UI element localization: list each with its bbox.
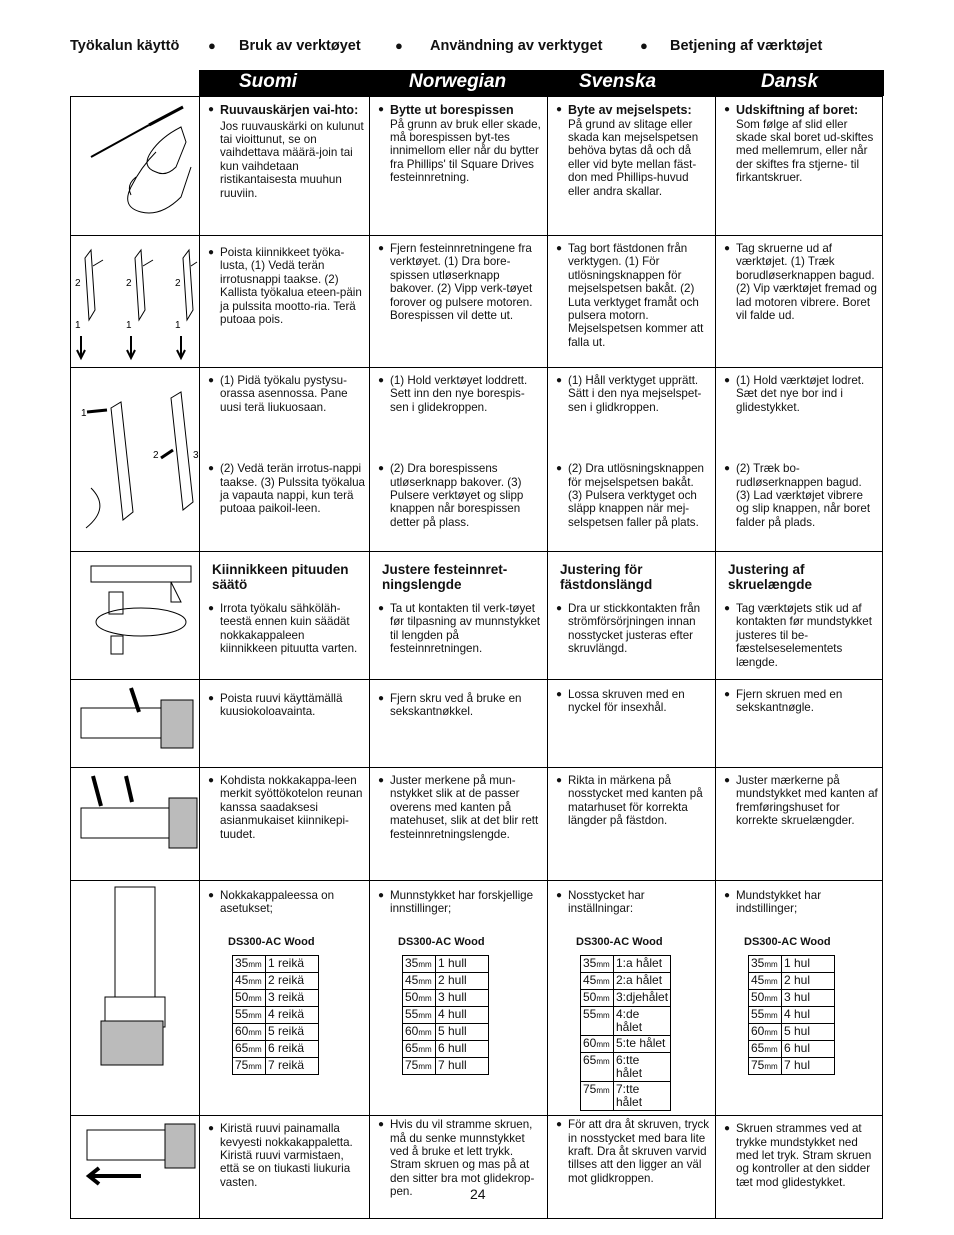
- length-row: [749, 973, 835, 990]
- header-item-no: Bruk av verktøyet: [239, 38, 361, 54]
- row4-title-fi: Kiinnikkeen pituuden säätö: [212, 562, 349, 592]
- row3-text-b-da: ● (2) Træk bo-rudløserknappen bagud. (3) Lad værktøjet vibrere og slip knappen, når boret falder på plads.: [724, 462, 878, 529]
- plug-icon: [71, 552, 199, 680]
- cell-fi: [200, 97, 370, 236]
- hex-key-illustration: [71, 680, 200, 768]
- row8-text-no: ● Hvis du vil stramme skruen, må du senke munnstykket ved å bruke et lett trykk. Stram skruen og mas på at den sitter bra mot glidekrop-pen.: [378, 1118, 543, 1198]
- unplug-illustration: [71, 552, 200, 680]
- hand-bit-icon: [71, 97, 199, 236]
- step-label: 2: [175, 278, 181, 289]
- cell-sv: [548, 236, 716, 368]
- page-number: 24: [470, 1186, 486, 1202]
- row8-text-da: ● Skruen strammes ved at trykke mundstykket ned med let tryk. Stram skruen og kontroller at den sidder tæt mod glidestykket.: [724, 1122, 878, 1189]
- cell-fi: [200, 881, 370, 1116]
- length-row: [581, 1053, 671, 1082]
- length-value: 35mm: [581, 956, 614, 973]
- row7-text-fi: ● Nokkakappaleessa on asetukset;: [208, 889, 365, 916]
- cell-da: [716, 368, 883, 552]
- cell-no: [370, 368, 548, 552]
- cell-da: [716, 881, 883, 1116]
- step-label: 1: [126, 320, 132, 331]
- table-row: [71, 236, 883, 368]
- row6-text-fi: ● Kohdista nokkakappa-leen merkit syöttökotelon reunan kanssa saadaksesi asianmukaiset kiinnikepi-tuudet.: [208, 774, 365, 841]
- length-value: 55mm: [581, 1007, 614, 1036]
- row3-text-b-fi: ● (2) Vedä terän irrotus-nappi taakse. (3) Pulssita työkalua ja vapauta nappi, kun terä putoaa paikoil-leen.: [208, 462, 365, 516]
- align-marks-illustration: [71, 768, 200, 881]
- length-value: 35mm: [233, 956, 266, 973]
- length-value: 55mm: [403, 1007, 436, 1024]
- row2-text-no: ● Fjern festeinnretningene fra verktøyet. (1) Dra bore-spissen utløserknapp bakover. (2) Vipp verk-tøyet forover og pulsere motoren. Borespissen vil dette ut.: [378, 242, 543, 322]
- setting-label: 3:djehålet: [614, 990, 671, 1007]
- length-row: [749, 1041, 835, 1058]
- lang-svenska: Svenska: [579, 71, 657, 92]
- row7-text-sv: ● Nosstycket har inställningar:: [556, 889, 711, 916]
- length-value: 60mm: [749, 1024, 782, 1041]
- cell-fi: [200, 1116, 370, 1219]
- length-table-fi: [232, 955, 319, 1075]
- length-row: [233, 973, 319, 990]
- cell-fi: [200, 552, 370, 680]
- table-row: [71, 368, 883, 552]
- setting-label: 6 hul: [782, 1041, 835, 1058]
- header-item-sv: Användning av verktyget: [430, 38, 603, 54]
- cell-da: [716, 97, 883, 236]
- length-row: [581, 990, 671, 1007]
- setting-label: 1 hul: [782, 956, 835, 973]
- header-item-fi: Työkalun käyttö: [70, 38, 180, 54]
- length-value: 35mm: [749, 956, 782, 973]
- model-name: DS300-AC Wood: [576, 935, 663, 948]
- row1-heading-no: ● Bytte ut borespissen: [378, 103, 543, 118]
- row8-text-fi: ● Kiristä ruuvi painamalla kevyesti nokkakappaletta. Kiristä ruuvi varmistaen, että se on tiukasti liukuria vasten.: [208, 1122, 365, 1189]
- cell-fi: [200, 368, 370, 552]
- model-name: DS300-AC Wood: [228, 935, 315, 948]
- length-value: 35mm: [403, 956, 436, 973]
- row1-text-sv: På grund av slitage eller skada kan mejselspetsen behöva bytas då och då eller vid byte mellan fäst-don med Phillips-huvud eller andra skallar.: [568, 117, 699, 198]
- length-row: [749, 1007, 835, 1024]
- row5-text-no: ● Fjern skru ved å bruke en sekskantnøkkel.: [378, 692, 543, 719]
- length-value: 65mm: [233, 1041, 266, 1058]
- length-row: [233, 1024, 319, 1041]
- cell-no: [370, 881, 548, 1116]
- lang-suomi: Suomi: [239, 71, 298, 92]
- cell-sv: [548, 1116, 716, 1219]
- setting-label: 4 hull: [436, 1007, 489, 1024]
- row2-text-sv: ● Tag bort fästdonen från verktygen. (1) För utlösningsknappen för mejselspetsen bakåt. (2) Luta verktyget framåt och pulsera motorn. Mejselspetsen kommer att falla ut.: [556, 242, 711, 349]
- setting-label: 1 hull: [436, 956, 489, 973]
- bit-removal-illustration: [71, 236, 200, 368]
- row7-text-da: ● Mundstykket har indstillinger;: [724, 889, 878, 916]
- length-row: [403, 1041, 489, 1058]
- cell-no: [370, 97, 548, 236]
- lang-norwegian: Norwegian: [409, 71, 507, 92]
- setting-label: 6 reikä: [266, 1041, 319, 1058]
- row4-title-no: Justere festeinnret-ningslengde: [382, 562, 508, 592]
- length-value: 55mm: [233, 1007, 266, 1024]
- row8-text-sv: ● För att dra åt skruven, tryck in nosstycket med bara lite kraft. Dra åt skruven varvid tillses att den ligger an väl mot glidkroppen.: [556, 1118, 711, 1185]
- length-value: 50mm: [749, 990, 782, 1007]
- row3-text-a-da: ● (1) Hold værktøjet lodret. Sæt det nye bor ind i glidestykket.: [724, 374, 878, 414]
- length-value: 45mm: [233, 973, 266, 990]
- length-value: 65mm: [749, 1041, 782, 1058]
- length-value: 65mm: [581, 1053, 614, 1082]
- nosepiece-settings-illustration: [71, 881, 200, 1116]
- row2-text-fi: ● Poista kiinnikkeet työka-lusta, (1) Vedä terän irrotusnappi taakse. (2) Kallista työkalua eteen-päin ja pulssita mootto-ria. Terä putoaa pois.: [208, 246, 365, 326]
- length-row: [403, 1058, 489, 1075]
- model-name: DS300-AC Wood: [744, 935, 831, 948]
- cell-da: [716, 768, 883, 881]
- setting-label: 5 hul: [782, 1024, 835, 1041]
- cell-fi: [200, 680, 370, 768]
- table-row: [71, 97, 883, 236]
- setting-label: 7 reikä: [266, 1058, 319, 1075]
- length-row: [233, 956, 319, 973]
- bullet: ●: [640, 38, 648, 53]
- cell-sv: [548, 680, 716, 768]
- cell-da: [716, 680, 883, 768]
- length-value: 50mm: [581, 990, 614, 1007]
- step-label: 2: [153, 450, 159, 461]
- row4-title-sv: Justering för fästdonslängd: [560, 562, 653, 592]
- row4-text-no: ● Ta ut kontakten til verk-tøyet før tilpasning av munnstykket til lengden på festeinnretningen.: [378, 602, 543, 656]
- length-value: 75mm: [749, 1058, 782, 1075]
- instruction-table: [70, 96, 883, 1219]
- length-row: [749, 956, 835, 973]
- length-row: [581, 956, 671, 973]
- cell-no: [370, 768, 548, 881]
- length-value: 75mm: [581, 1082, 614, 1111]
- lang-dansk: Dansk: [761, 71, 819, 92]
- cell-da: [716, 1116, 883, 1219]
- length-row: [581, 1036, 671, 1053]
- row3-text-b-sv: ● (2) Dra utlösningsknappen för mejselspetsen bakåt. (3) Pulsera verktyget och släpp knappen när mej-selspetsen faller på plats.: [556, 462, 711, 529]
- length-table-no: [402, 955, 489, 1075]
- length-row: [581, 1082, 671, 1111]
- length-row: [581, 973, 671, 990]
- step-label: 2: [75, 278, 81, 289]
- setting-label: 5 hull: [436, 1024, 489, 1041]
- length-row: [233, 1007, 319, 1024]
- tighten-screw-illustration: [71, 1116, 200, 1219]
- step-label: 1: [175, 320, 181, 331]
- row1-text-no: På grunn av bruk eller skade, må borespissen byt-tes innimellom eller når du bytter fra Phillips' til Square Drives festeinnretning.: [390, 117, 541, 185]
- setting-label: 4:de hålet: [614, 1007, 671, 1036]
- setting-label: 1 reikä: [266, 956, 319, 973]
- cell-sv: [548, 768, 716, 881]
- length-table-sv: [580, 955, 671, 1111]
- cell-no: [370, 680, 548, 768]
- setting-label: 3 hul: [782, 990, 835, 1007]
- setting-label: 2 reikä: [266, 973, 319, 990]
- length-value: 50mm: [233, 990, 266, 1007]
- length-row: [403, 973, 489, 990]
- length-value: 60mm: [581, 1036, 614, 1053]
- length-row: [403, 1007, 489, 1024]
- row1-heading-da: ● Udskiftning af boret:: [724, 103, 878, 118]
- screwdriver-bit-illustration: [71, 97, 200, 236]
- length-row: [581, 1007, 671, 1036]
- length-value: 45mm: [403, 973, 436, 990]
- push-arrow-icon: [71, 1116, 199, 1219]
- setting-label: 7:tte hålet: [614, 1082, 671, 1111]
- row5-text-da: ● Fjern skruen med en sekskantnøgle.: [724, 688, 878, 715]
- length-value: 45mm: [581, 973, 614, 990]
- tool-tilt-icon: [71, 236, 199, 368]
- language-header-bar: [199, 70, 884, 96]
- row6-text-no: ● Juster merkene på mun-nstykket slik at de passer overens med kanten på matehuset, slik at det blir rett festeinnretningslengde.: [378, 774, 543, 841]
- length-row: [403, 1024, 489, 1041]
- length-value: 65mm: [403, 1041, 436, 1058]
- setting-label: 5 reikä: [266, 1024, 319, 1041]
- nosepiece-arrows-icon: [71, 768, 199, 881]
- cell-sv: [548, 97, 716, 236]
- length-value: 45mm: [749, 973, 782, 990]
- length-row: [233, 1041, 319, 1058]
- bullet: ●: [395, 38, 403, 53]
- row5-text-sv: ● Lossa skruven med en nyckel för insexhål.: [556, 688, 711, 715]
- row1-heading-fi: ● Ruuvauskärjen vai-hto:: [208, 103, 365, 118]
- setting-label: 5:te hålet: [614, 1036, 671, 1053]
- row4-title-da: Justering af skruelængde: [728, 562, 813, 592]
- cell-no: [370, 236, 548, 368]
- table-row: [71, 1116, 883, 1219]
- row7-text-no: ● Munnstykket har forskjellige innstillinger;: [378, 889, 543, 916]
- length-row: [749, 1058, 835, 1075]
- setting-label: 2 hull: [436, 973, 489, 990]
- length-value: 55mm: [749, 1007, 782, 1024]
- table-row: [71, 680, 883, 768]
- step-label: 1: [81, 408, 87, 419]
- row6-text-sv: ● Rikta in märkena på nosstycket med kanten på matarhuset för korrekta längder på fästdon.: [556, 774, 711, 828]
- length-value: 75mm: [403, 1058, 436, 1075]
- table-row: [71, 881, 883, 1116]
- row1-text-da: Som følge af slid eller skade skal boret ud-skiftes med mellemrum, eller når der skiftes fra stjerne- til firkantskruer.: [736, 117, 874, 185]
- setting-label: 2:a hålet: [614, 973, 671, 990]
- row1-heading-sv: ● Byte av mejselspets:: [556, 103, 711, 118]
- length-row: [403, 990, 489, 1007]
- setting-label: 3 reikä: [266, 990, 319, 1007]
- length-row: [403, 956, 489, 973]
- length-value: 60mm: [233, 1024, 266, 1041]
- row4-text-sv: ● Dra ur stickkontakten från strömförsörjningen innan nosstycket justeras efter skruvlängd.: [556, 602, 711, 656]
- row4-text-fi: ● Irrota työkalu sähköläh-teestä ennen kuin säädät nokkakappaleen kiinnikkeen pituutta varten.: [208, 602, 365, 656]
- step-label: 1: [75, 320, 81, 331]
- setting-label: 6:tte hålet: [614, 1053, 671, 1082]
- cell-da: [716, 236, 883, 368]
- row6-text-da: ● Juster mærkerne på mundstykket med kanten af fremføringshuset for korrekte skruelængder.: [724, 774, 878, 828]
- length-row: [749, 1024, 835, 1041]
- setting-label: 7 hul: [782, 1058, 835, 1075]
- length-row: [233, 990, 319, 1007]
- cell-no: [370, 1116, 548, 1219]
- setting-label: 4 reikä: [266, 1007, 319, 1024]
- row3-text-a-sv: ● (1) Håll verktyget upprätt. Sätt i den nya mejselspet-sen i glidkroppen.: [556, 374, 711, 414]
- cell-sv: [548, 368, 716, 552]
- setting-label: 3 hull: [436, 990, 489, 1007]
- row1-text-fi: Jos ruuvauskärki on kulunut tai vioittunut, se on vaihdettava määrä-join tai kun vaihdetaan ristikantaisesta muuhun ruuviin.: [220, 119, 364, 200]
- setting-label: 6 hull: [436, 1041, 489, 1058]
- row4-text-da: ● Tag værktøjets stik ud af kontakten før mundstykket justeres til be-fæstelseselementets længde.: [724, 602, 878, 669]
- table-row: [71, 552, 883, 680]
- row3-text-a-no: ● (1) Hold verktøyet loddrett. Sett inn den nye borespis-sen i glidekroppen.: [378, 374, 543, 414]
- cell-sv: [548, 552, 716, 680]
- tool-upright-icon: [71, 368, 199, 552]
- length-row: [749, 990, 835, 1007]
- cell-da: [716, 552, 883, 680]
- cell-no: [370, 552, 548, 680]
- model-name: DS300-AC Wood: [398, 935, 485, 948]
- step-label: 2: [126, 278, 132, 289]
- bullet: ●: [208, 38, 216, 53]
- setting-label: 1:a hålet: [614, 956, 671, 973]
- row3-text-a-fi: ● (1) Pidä työkalu pystysu-orassa asennossa. Pane uusi terä liukuosaan.: [208, 374, 365, 414]
- cell-fi: [200, 768, 370, 881]
- header-item-da: Betjening af værktøjet: [670, 38, 823, 54]
- setting-label: 4 hul: [782, 1007, 835, 1024]
- row5-text-fi: ● Poista ruuvi käyttämällä kuusiokoloavainta.: [208, 692, 365, 719]
- row2-text-da: ● Tag skruerne ud af værktøjet. (1) Træk borudløserknappen bagud. (2) Vip værktøjet fremad og lad motoren vibrere. Boret vil falde ud.: [724, 242, 878, 322]
- length-value: 50mm: [403, 990, 436, 1007]
- step-label: 3: [193, 450, 199, 461]
- bit-insert-illustration: [71, 368, 200, 552]
- cell-sv: [548, 881, 716, 1116]
- table-row: [71, 768, 883, 881]
- length-table-da: [748, 955, 835, 1075]
- setting-label: 7 hull: [436, 1058, 489, 1075]
- cell-fi: [200, 236, 370, 368]
- top-nav: [70, 38, 884, 60]
- length-value: 60mm: [403, 1024, 436, 1041]
- length-value: 75mm: [233, 1058, 266, 1075]
- row3-text-b-no: ● (2) Dra borespissens utløserknapp bakover. (3) Pulsere verktøyet og slipp knappen når borespissen detter på plass.: [378, 462, 543, 529]
- setting-label: 2 hul: [782, 973, 835, 990]
- nosepiece-icon: [71, 881, 199, 1069]
- length-row: [233, 1058, 319, 1075]
- hex-key-icon: [71, 680, 199, 768]
